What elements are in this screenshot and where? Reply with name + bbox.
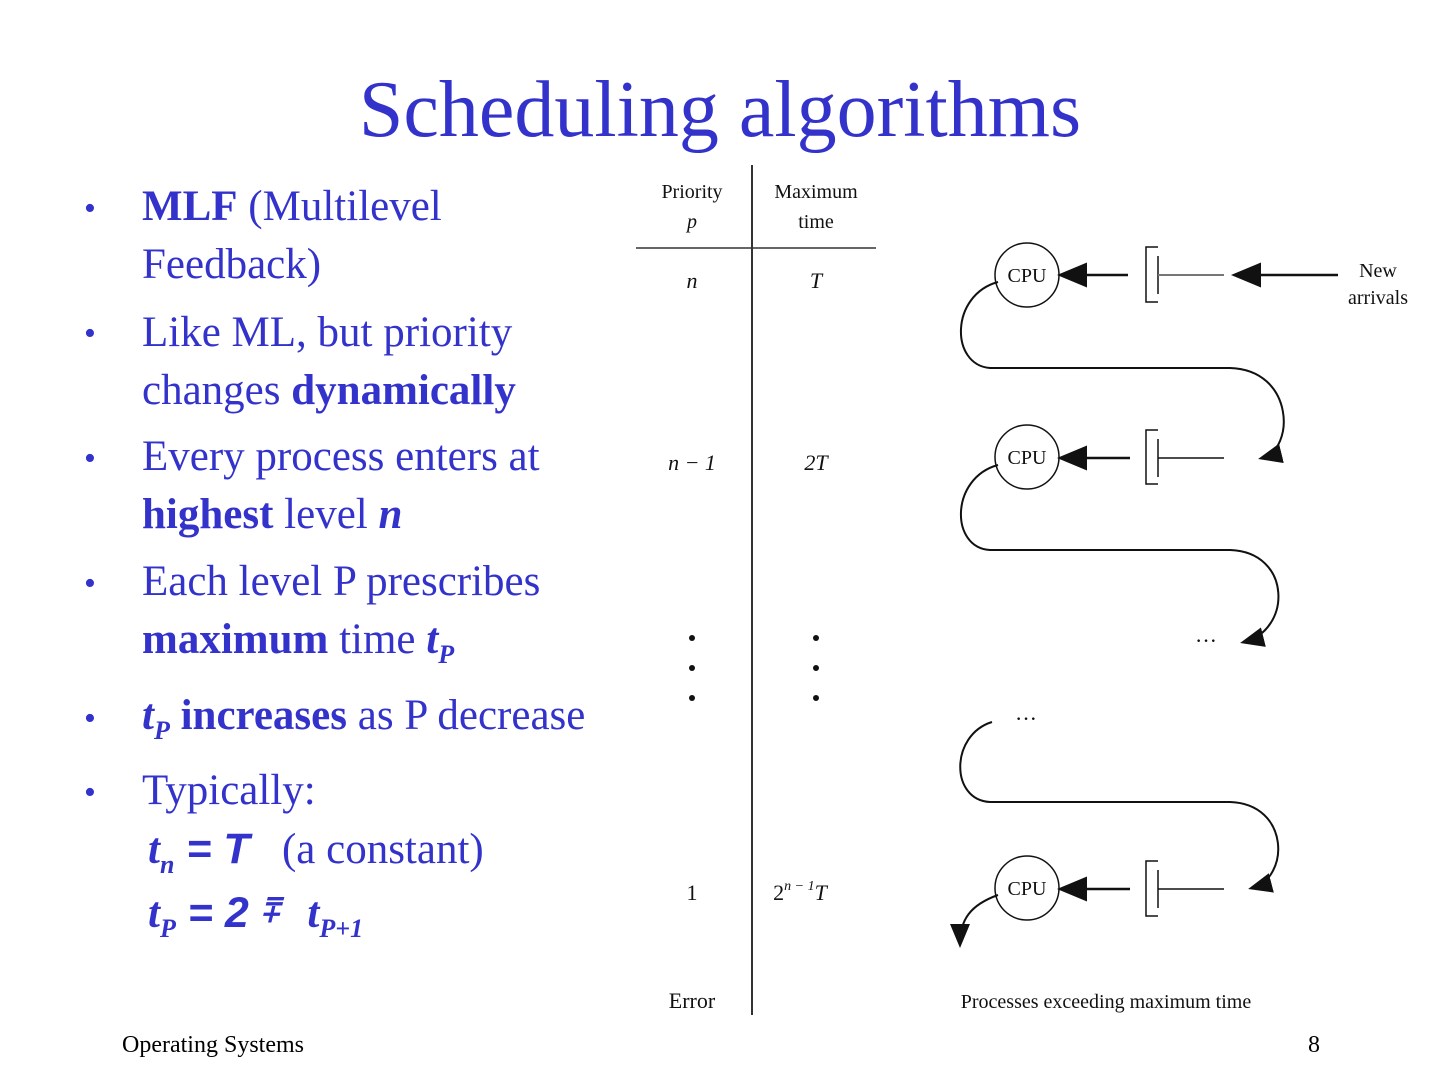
tn-var: t: [148, 826, 160, 873]
cpu-label: CPU: [1007, 878, 1047, 900]
tp-var: t: [148, 890, 160, 937]
bullet-marker: •: [84, 700, 96, 737]
horizontal-ellipsis: ···: [1015, 706, 1037, 731]
row-priority-error: Error: [668, 988, 716, 1013]
level-n: n: [378, 491, 403, 538]
queue-box: [1146, 247, 1158, 302]
row-time: 2T: [804, 450, 828, 475]
page-number: 8: [1308, 1032, 1320, 1058]
max-time-header: Maximum: [774, 181, 858, 203]
formula-tp: [148, 884, 363, 948]
bullet-tp-increases: [142, 687, 585, 750]
bullet-mlf: [142, 178, 442, 294]
time-text: time: [328, 616, 427, 663]
bullet-marker: •: [84, 774, 96, 811]
enters-line1: Every process enters at: [142, 433, 540, 480]
queue-box: [1146, 430, 1158, 484]
like-ml-line1: Like ML, but priority: [142, 309, 513, 356]
times-symbol: ⩱: [260, 892, 280, 928]
tp-var: t: [426, 616, 439, 663]
dynamically-term: dynamically: [291, 367, 516, 414]
tp-subscript: P: [153, 716, 170, 745]
mlf-expansion: (Multilevel: [237, 183, 442, 230]
bullet-marker: •: [84, 190, 96, 227]
row-priority: 1: [686, 880, 698, 905]
bullet-enters-highest: [142, 428, 540, 544]
slide-title: Scheduling algorithms: [358, 66, 1082, 154]
exit-path: [960, 895, 998, 944]
footer-course: Operating Systems: [122, 1032, 304, 1058]
horizontal-ellipsis: ···: [1195, 628, 1217, 653]
tp-var: t: [142, 692, 154, 739]
mlf-expansion-line2: Feedback): [142, 241, 322, 288]
tp-subscript: P: [438, 640, 455, 669]
highest-term: highest: [142, 491, 274, 538]
formula-tn: [148, 820, 484, 884]
cpu-label: CPU: [1007, 447, 1047, 469]
row-ellipsis-priority: [689, 635, 695, 701]
bullet-marker: •: [84, 565, 96, 602]
new-arrivals-label-2: arrivals: [1348, 287, 1408, 309]
tn-subscript: n: [159, 850, 175, 879]
priority-header-p: p: [687, 211, 697, 233]
feedback-path: [961, 282, 1284, 458]
as-p-decrease: as P decrease: [347, 692, 586, 739]
bullet-max-time: [142, 553, 540, 674]
row-priority: n: [686, 268, 698, 293]
mlf-term: MLF: [142, 183, 238, 230]
figure-caption: Processes exceeding maximum time: [960, 991, 1252, 1013]
each-level-line1: Each level P prescribes: [142, 558, 541, 605]
bullet-marker: •: [84, 315, 96, 352]
increases-term: increases: [169, 692, 347, 739]
new-arrivals-label: New: [1359, 260, 1397, 282]
level-text: level: [273, 491, 379, 538]
cpu-label: CPU: [1007, 265, 1047, 287]
equals-T: = T: [174, 825, 250, 873]
bullet-like-ml: [142, 304, 516, 420]
mlf-diagram: [630, 160, 1430, 1020]
bullet-list: [0, 0, 650, 1000]
priority-header: Priority: [661, 181, 723, 203]
queue-box: [1146, 861, 1158, 916]
tp1-var: t: [307, 890, 320, 937]
feedback-path: [961, 465, 1278, 642]
tp-subscript: P: [159, 914, 176, 943]
bullet-marker: •: [84, 440, 96, 477]
row-priority: n − 1: [668, 450, 716, 475]
typically-label: Typically:: [142, 767, 316, 814]
max-time-header-2: time: [798, 211, 834, 233]
bullet-typically: [142, 762, 316, 820]
maximum-term: maximum: [142, 616, 329, 663]
tp1-subscript: P+1: [319, 914, 364, 943]
like-ml-line2a: changes: [142, 367, 292, 414]
row-time: T: [809, 268, 823, 293]
row-ellipsis-time: [813, 635, 819, 701]
equals-2: = 2: [175, 889, 261, 937]
constant-note: (a constant): [249, 826, 484, 873]
row-time: $2^{n - 1}T$: [773, 879, 827, 905]
